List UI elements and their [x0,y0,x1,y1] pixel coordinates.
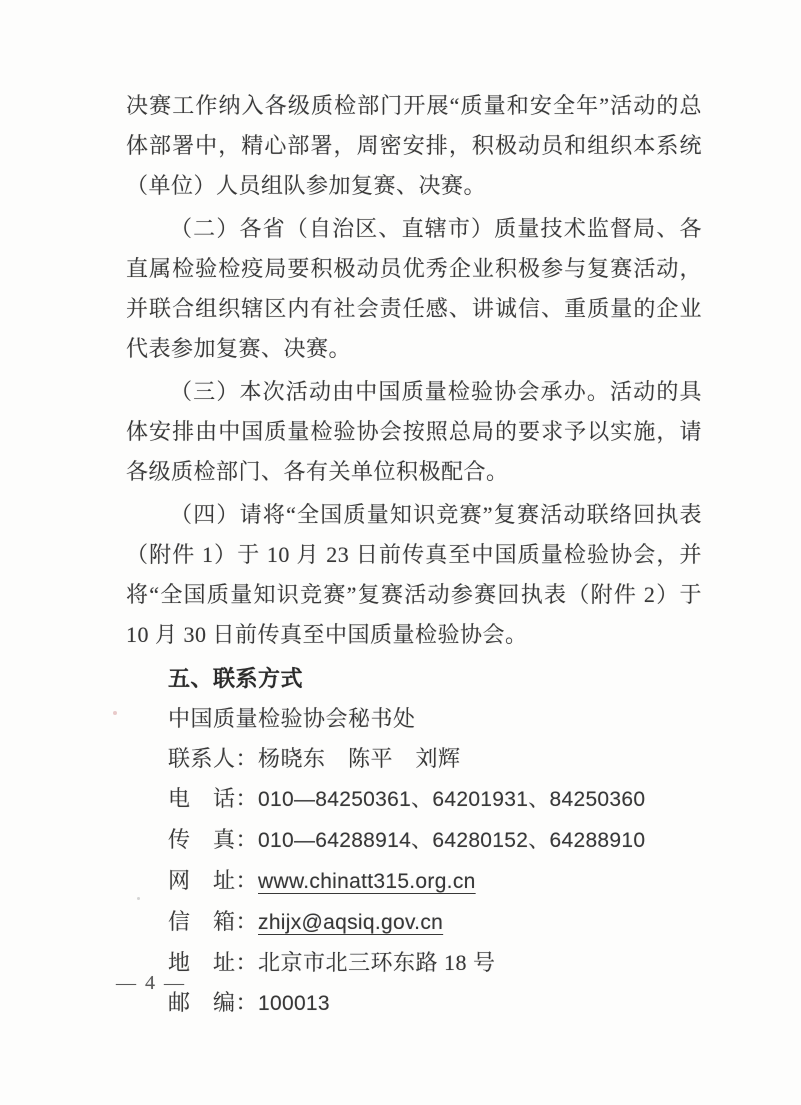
paragraph-item-4: （四）请将“全国质量知识竞赛”复赛活动联络回执表（附件 1）于 10 月 23 日前传真至中国质量检验协会，并将“全国质量知识竞赛”复赛活动参赛回执表（附件 2）于 10 月 30 日前传真至中国质量检验协会。 [126,502,702,647]
contact-block [126,699,702,1024]
contact-value-fax: 010—64288914、64280152、64288910 [258,829,646,852]
contact-value-website-url: www.chinatt315.org.cn [258,870,476,893]
contact-value-address: 北京市北三环东路 18 号 [258,950,496,975]
contact-value-person: 杨晓东 陈平 刘辉 [258,746,461,771]
contact-label-person: 联系人： [168,746,259,771]
contact-org: 中国质量检验协会秘书处 [168,706,416,731]
contact-line-email [168,902,702,943]
contact-label-fax: 传 真： [168,827,259,852]
contact-line-phone [168,779,702,820]
contact-value-phone: 010—84250361、64201931、84250360 [258,788,646,811]
contact-label-phone: 电 话： [168,786,259,811]
paragraph-continuation: 决赛工作纳入各级质检部门开展“质量和安全年”活动的总体部署中，精心部署，周密安排，积极动员和组织本系统（单位）人员组队参加复赛、决赛。 [126,93,702,198]
contact-label-website: 网 址： [168,868,259,893]
contact-label-postcode: 邮 编： [168,990,259,1015]
contact-line-fax [168,820,702,861]
document-body [126,86,702,1024]
contact-label-address: 地 址： [168,950,259,975]
contact-line-person [168,739,702,779]
paragraph-item-2: （二）各省（自治区、直辖市）质量技术监督局、各直属检验检疫局要积极动员优秀企业积极参与复赛活动，并联合组织辖区内有社会责任感、讲诚信、重质量的企业代表参加复赛、决赛。 [126,216,702,361]
section-heading-contact: 五、联系方式 [168,666,304,691]
scan-speck [113,711,117,715]
page-number: — 4 — [116,972,186,994]
contact-value-postcode: 100013 [258,992,330,1015]
contact-label-email: 信 箱： [168,909,259,934]
contact-line-website [168,861,702,902]
contact-line-postcode [168,983,702,1024]
scan-speck [137,897,140,900]
paragraph-item-3: （三）本次活动由中国质量检验协会承办。活动的具体安排由中国质量检验协会按照总局的要求予以实施，请各级质检部门、各有关单位积极配合。 [126,379,702,484]
contact-value-email-address: zhijx@aqsiq.gov.cn [258,911,444,934]
contact-line-address [168,943,702,983]
